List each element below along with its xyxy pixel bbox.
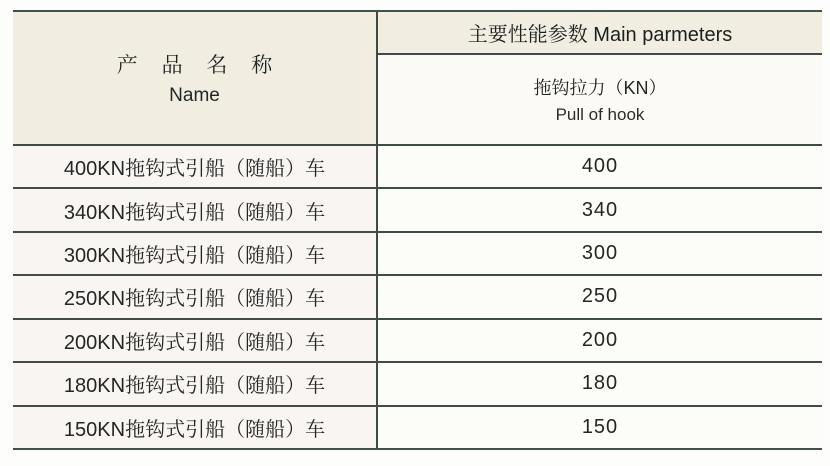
product-name-cell: 180KN拖钩式引船（随船）车 (13, 363, 378, 404)
table-row (13, 320, 822, 363)
pull-value-cell: 340 (378, 189, 822, 230)
product-name-cell: 200KN拖钩式引船（随船）车 (13, 320, 378, 361)
pull-header-chinese: 拖钩拉力（KN） (533, 78, 667, 98)
pull-value-cell: 180 (378, 363, 822, 404)
product-name-cell: 150KN拖钩式引船（随船）车 (13, 407, 378, 448)
table-row (13, 363, 822, 406)
pull-value-cell: 150 (378, 407, 822, 448)
pull-value-cell: 200 (378, 320, 822, 361)
performance-table (13, 10, 822, 450)
product-name-cell: 400KN拖钩式引船（随船）车 (13, 146, 378, 187)
name-column-header (13, 12, 378, 144)
table-row (13, 276, 822, 319)
table-row (13, 407, 822, 448)
table-row (13, 189, 822, 232)
pull-header-english: Pull of hook (555, 105, 645, 124)
name-header-english: Name (169, 85, 220, 106)
pull-value-cell: 250 (378, 276, 822, 317)
table-row (13, 233, 822, 276)
main-parameters-title: 主要性能参数 Main parmeters (378, 12, 822, 55)
pull-of-hook-header (378, 55, 822, 144)
table-row (13, 146, 822, 189)
table-body (13, 146, 822, 448)
parameters-column-header (378, 12, 822, 144)
pull-value-cell: 300 (378, 233, 822, 274)
product-name-cell: 300KN拖钩式引船（随船）车 (13, 233, 378, 274)
product-name-cell: 340KN拖钩式引船（随船）车 (13, 189, 378, 230)
name-header-chinese: 产 品 名 称 (116, 54, 282, 77)
product-name-cell: 250KN拖钩式引船（随船）车 (13, 276, 378, 317)
pull-value-cell: 400 (378, 146, 822, 187)
table-header-band (13, 12, 822, 146)
